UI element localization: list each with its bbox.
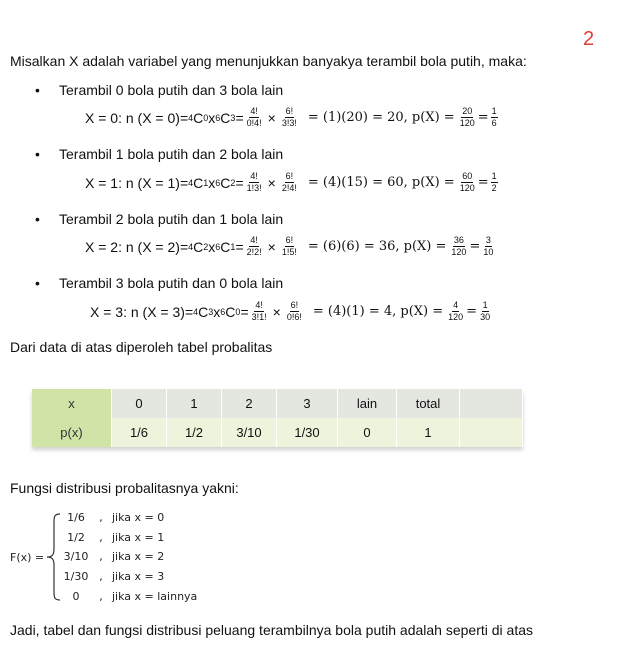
comb-equals: = [235,238,244,255]
table-cell: 1/2 [167,418,222,447]
case-equation [85,171,500,194]
function-sep: , [99,511,103,524]
fraction-numerator: 3 [485,235,491,245]
table-cell: 1 [397,418,460,447]
fraction-2 [281,171,298,194]
probability-simplified [479,300,491,323]
table-cell: p(x) [32,418,112,447]
fraction-numerator: 60 [462,171,473,181]
equals-symbol: = [469,239,481,254]
case-equation [85,235,496,258]
fraction-numerator: 20 [462,106,473,116]
case-heading: Terambil 3 bola putih dan 0 bola lain [59,275,284,291]
comb-c1: C [193,109,204,126]
fraction-2 [281,106,298,129]
times-symbol: × [267,174,276,191]
comb-n2: 6 [215,177,221,188]
table-intro: Dari data di atas diperoleh tabel probalitas [10,339,273,355]
fraction-denominator: 120 [451,247,467,257]
function-sep: , [99,590,103,603]
comb-k1: 2 [203,241,209,252]
comb-k2: 1 [230,241,236,252]
table-cell: 0 [338,418,397,447]
fraction-denominator: 120 [448,312,464,322]
probability-table [32,389,523,447]
fraction-numerator: 1 [491,106,497,116]
fraction-denominator: 2!2! [246,247,262,257]
equation-result: = (6)(6) = 36, p(X) = [307,239,447,254]
fraction-denominator: 0!6! [286,312,302,322]
function-row [62,570,164,583]
fraction-numerator: 6! [285,235,294,245]
comb-n1: 4 [188,241,194,252]
fraction-denominator: 10 [483,247,494,257]
equation-result: = (1)(20) = 20, p(X) = [307,110,455,125]
fraction-numerator: 1 [482,300,488,310]
function-condition: jika x = 1 [112,531,165,544]
function-row [62,590,197,603]
table-header-cell: 0 [112,389,167,418]
table-row [32,418,523,447]
function-value: 1/2 [67,531,85,544]
function-condition: jika x = 2 [112,550,165,563]
table-cell: 3/10 [222,418,277,447]
table-cell: 1/30 [277,418,338,447]
comb-k1: 0 [203,112,209,123]
table-header-cell: x [32,389,112,418]
fraction-2 [286,300,303,323]
bullet-icon: • [35,146,40,162]
comb-n2: 6 [220,306,226,317]
equation-result: = (4)(1) = 4, p(X) = [312,304,444,319]
equation-lhs: X = 1: n (X = 1)= [85,174,189,191]
comb-n1: 4 [188,112,194,123]
equation-lhs: X = 0: n (X = 0)= [85,109,189,126]
fraction-numerator: 1 [491,171,497,181]
probability-fraction [447,300,464,323]
fraction-denominator: 3!3! [281,118,297,128]
comb-k1: 3 [208,306,214,317]
function-condition: jika x = 0 [112,511,165,524]
fraction-denominator: 1!5! [281,247,297,257]
function-value: 3/10 [63,550,89,563]
comb-k1: 1 [203,177,209,188]
table-header-cell: total [397,389,460,418]
case-equation [85,106,500,129]
case-heading: Terambil 1 bola putih dan 2 bola lain [59,146,284,162]
function-row [62,550,164,563]
fraction-denominator: 30 [480,312,491,322]
function-value: 1/30 [63,570,89,583]
fraction-denominator: 1!3! [246,183,262,193]
probability-simplified [491,171,498,194]
comb-c2: C [225,303,236,320]
function-condition: jika x = lainnya [112,590,198,603]
case-heading: Terambil 0 bola putih dan 3 bola lain [59,82,284,98]
comb-c1: C [198,303,209,320]
table-header-row [32,389,523,418]
intro-text: Misalkan X adalah variabel yang menunjukkan banyakya terambil bola putih, maka: [10,53,527,69]
comb-times: x [213,303,221,320]
function-value: 1/6 [67,511,85,524]
bullet-icon: • [35,275,40,291]
equals-symbol: = [466,304,478,319]
times-symbol: × [272,303,281,320]
comb-n1: 4 [193,306,199,317]
fraction-denominator: 3!1! [251,312,267,322]
equation-result: = (4)(15) = 60, p(X) = [307,175,455,190]
case-heading: Terambil 2 bola putih dan 1 bola lain [59,211,284,227]
fraction-numerator: 4! [255,300,263,310]
fraction-numerator: 4! [250,106,258,116]
table-cell: 1/6 [112,418,167,447]
brace-icon [44,511,62,603]
comb-k2: 3 [230,112,236,123]
bullet-icon: • [35,82,40,98]
equals-symbol: = [477,175,489,190]
table-header-cell: 3 [277,389,338,418]
function-intro: Fungsi distribusi probalitasnya yakni: [10,480,239,496]
comb-times: x [208,109,216,126]
fraction-numerator: 6! [290,300,299,310]
table-header-cell: 1 [167,389,222,418]
probability-fraction [459,171,476,194]
comb-times: x [208,174,216,191]
comb-equals: = [240,303,249,320]
probability-fraction [450,235,467,258]
probability-simplified [491,106,498,129]
function-sep: , [99,570,103,583]
table-header-cell-empty [460,389,523,418]
fraction-numerator: 36 [453,235,464,245]
fraction-1 [246,235,263,258]
page-number: 2 [583,28,595,50]
table-cell-empty [460,418,523,447]
function-row [62,511,164,524]
fraction-1 [246,106,263,129]
table-header-cell: 2 [222,389,277,418]
probability-simplified [482,235,494,258]
comb-equals: = [235,174,244,191]
probability-fraction [459,106,476,129]
function-sep: , [99,550,103,563]
fraction-denominator: 120 [459,118,475,128]
comb-n2: 6 [215,112,221,123]
function-sep: , [99,531,103,544]
fraction-numerator: 4! [250,235,258,245]
comb-n1: 4 [188,177,194,188]
times-symbol: × [267,109,276,126]
equation-lhs: X = 3: n (X = 3)= [90,303,194,320]
fraction-denominator: 120 [459,183,475,193]
function-name: F(x) = [10,551,45,564]
comb-c2: C [220,238,231,255]
table-header-cell: lain [338,389,397,418]
fraction-numerator: 4 [453,300,459,310]
fraction-1 [246,171,263,194]
comb-k2: 0 [235,306,241,317]
bullet-icon: • [35,211,40,227]
fraction-1 [251,300,268,323]
fraction-2 [281,235,298,258]
fraction-numerator: 4! [250,171,258,181]
comb-equals: = [235,109,244,126]
comb-k2: 2 [230,177,236,188]
comb-c1: C [193,174,204,191]
comb-n2: 6 [215,241,221,252]
equals-symbol: = [477,110,489,125]
fraction-numerator: 6! [285,171,294,181]
fraction-denominator: 6 [491,118,497,128]
comb-times: x [208,238,216,255]
function-row [62,531,164,544]
fraction-denominator: 2!4! [281,183,297,193]
comb-c2: C [220,109,231,126]
case-equation [90,300,493,323]
fraction-denominator: 0!4! [246,118,262,128]
comb-c2: C [220,174,231,191]
equation-lhs: X = 2: n (X = 2)= [85,238,189,255]
function-value: 0 [72,590,80,603]
function-condition: jika x = 3 [112,570,165,583]
fraction-numerator: 6! [285,106,294,116]
fraction-denominator: 2 [491,183,497,193]
conclusion-text: Jadi, tabel dan fungsi distribusi peluang terambilnya bola putih adalah seperti di atas [10,622,534,638]
comb-c1: C [193,238,204,255]
times-symbol: × [267,238,276,255]
